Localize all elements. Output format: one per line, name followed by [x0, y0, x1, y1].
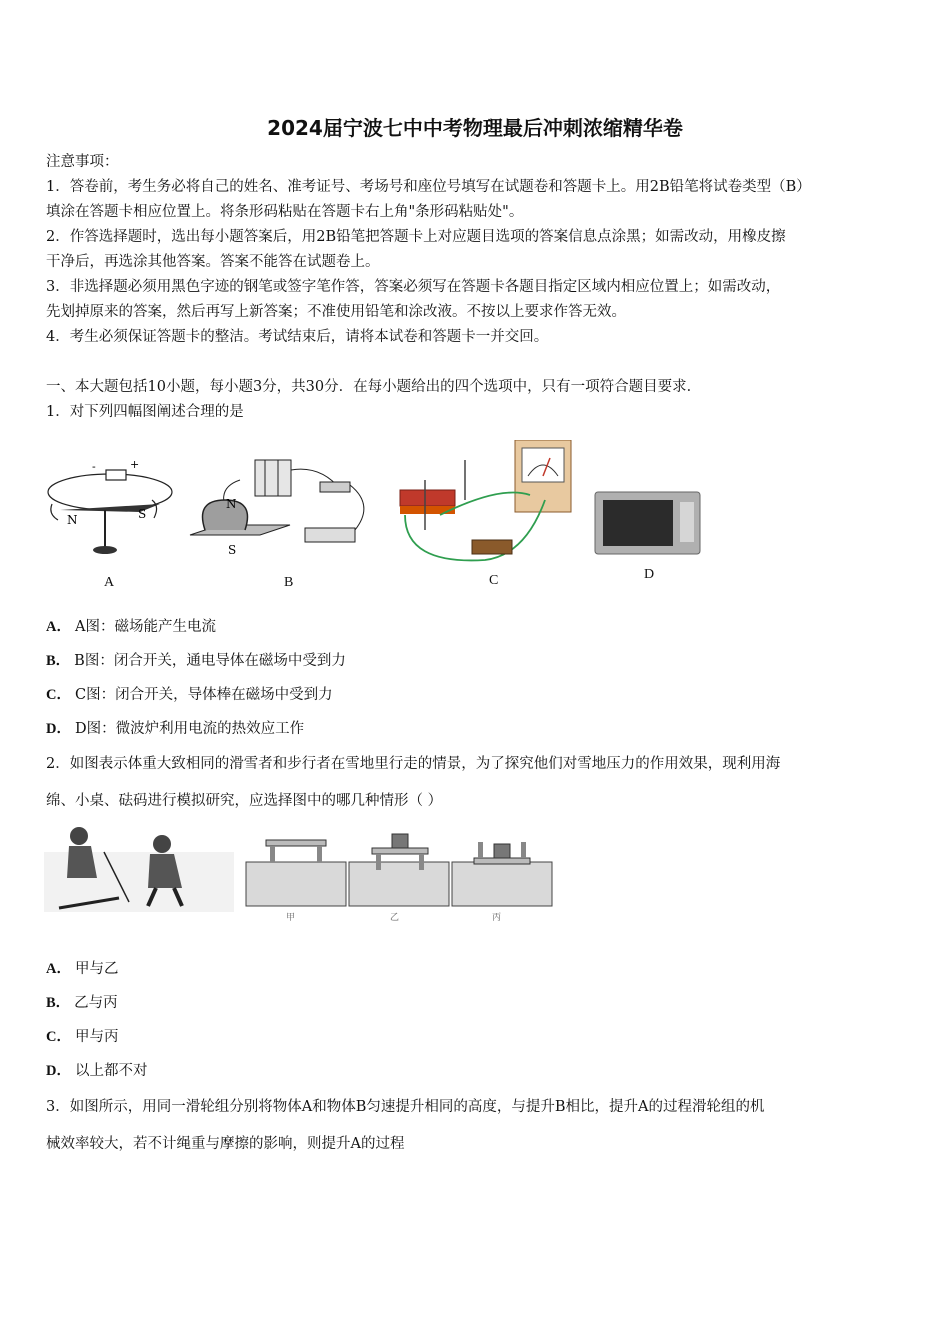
- figure-label-bing: 丙: [492, 912, 502, 922]
- sponge-table-yi: [349, 834, 449, 906]
- option-text: 甲与丙: [74, 1029, 119, 1045]
- notice-line: 3．非选择题必须用黑色字迹的钢笔或签字笔作答，答案必须写在答题卡各题目指定区域内相应位置上；如需改动，: [46, 279, 781, 295]
- switch-icon: [320, 482, 350, 492]
- option-key: B．: [46, 653, 71, 669]
- n-pole-label: N: [226, 497, 237, 511]
- figure-label-c: C: [489, 573, 499, 588]
- option-text: D图：微波炉利用电流的热效应工作: [74, 721, 305, 737]
- notice-line: 干净后，再选涂其他答案。答案不能答在试题卷上。: [46, 254, 380, 270]
- sponge-table-jia: [246, 840, 346, 906]
- figure-b-magnet-circuit: [190, 460, 364, 557]
- q2-figures: [44, 822, 554, 922]
- walker-head: [153, 835, 171, 853]
- q2-option-b: [46, 992, 118, 1014]
- question-1-stem: 1．对下列四幅图阐述合理的是: [46, 404, 244, 420]
- option-key: D．: [46, 721, 71, 737]
- figure-c-galvanometer: [400, 440, 571, 560]
- minus-sign: -: [92, 460, 96, 473]
- option-text: 以上都不对: [74, 1063, 148, 1079]
- notice-line: 先划掉原来的答案，然后再写上新答案；不准使用铅笔和涂改液。不按以上要求作答无效。: [46, 304, 626, 320]
- figure-d-microwave: [595, 492, 700, 554]
- question-2-stem: 2．如图表示体重大致相同的滑雪者和步行者在雪地里行走的情景，为了探究他们对雪地压力的作用效果，现利用海: [46, 756, 781, 772]
- figure-label-jia: 甲: [286, 912, 296, 922]
- weight-icon: [392, 834, 408, 848]
- option-key: A．: [46, 619, 71, 635]
- option-key: D．: [46, 1063, 71, 1079]
- section-heading: 一、本大题包括10小题，每小题3分，共30分．在每小题给出的四个选项中，只有一项符合题目要求．: [46, 379, 702, 395]
- option-key: B．: [46, 995, 71, 1011]
- notice-line: 填涂在答题卡相应位置上。将条形码粘贴在答题卡右上角"条形码粘贴处"。: [46, 204, 524, 220]
- figure-label-b: B: [284, 575, 294, 590]
- option-text: C图：闭合开关，导体棒在磁场中受到力: [74, 687, 333, 703]
- option-text: A图：磁场能产生电流: [74, 619, 216, 635]
- q1-option-d: [46, 718, 304, 740]
- option-key: C．: [46, 1029, 71, 1045]
- figure-label-a: A: [104, 575, 115, 590]
- magnet-icon: [400, 490, 455, 506]
- notice-line: 2．作答选择题时，选出每小题答案后，用2B铅笔把答题卡上对应题目选项的答案信息点涂黑；如需改动，用橡皮擦: [46, 229, 786, 245]
- q1-option-a: [46, 616, 216, 638]
- option-text: 甲与乙: [74, 961, 119, 977]
- page-title: 2024届宁波七中中考物理最后冲刺浓缩精华卷: [267, 116, 683, 140]
- plus-sign: +: [130, 458, 140, 471]
- battery-icon: [255, 460, 291, 496]
- option-text: 乙与丙: [74, 995, 118, 1011]
- skier-walker-illustration: [44, 827, 234, 912]
- q1-option-c: [46, 684, 333, 706]
- battery-icon: [106, 470, 126, 480]
- q2-option-d: [46, 1060, 147, 1082]
- notice-heading: 注意事项：: [46, 154, 119, 170]
- question-3-stem: 3．如图所示，用同一滑轮组分别将物体A和物体B匀速提升相同的高度，与提升B相比，提升A的过程滑轮组的机: [46, 1099, 765, 1115]
- rheostat-icon: [305, 528, 355, 542]
- q1-option-b: [46, 650, 346, 672]
- q1-figures: [40, 440, 720, 600]
- q2-option-c: [46, 1026, 118, 1048]
- notice-line: 1．答卷前，考生务必将自己的姓名、准考证号、考场号和座位号填写在试题卷和答题卡上。用2B铅笔将试卷类型（B）: [46, 179, 811, 195]
- q2-option-a: [46, 958, 118, 980]
- option-text: B图：闭合开关，通电导体在磁场中受到力: [74, 653, 346, 669]
- switch-icon: [472, 540, 512, 554]
- option-key: A．: [46, 961, 71, 977]
- weight-icon: [494, 844, 510, 858]
- figure-a-wire-compass: [48, 458, 172, 554]
- question-2-stem: 绵、小桌、砝码进行模拟研究，应选择图中的哪几种情形（ ）: [46, 793, 443, 809]
- n-pole-label: N: [67, 513, 78, 527]
- question-3-stem: 械效率较大，若不计绳重与摩擦的影响，则提升A的过程: [46, 1136, 405, 1152]
- figure-label-yi: 乙: [390, 912, 400, 922]
- s-pole-label: S: [228, 543, 237, 557]
- s-pole-label: S: [138, 507, 147, 521]
- figure-label-d: D: [644, 567, 655, 582]
- notice-line: 4．考生必须保证答题卡的整洁。考试结束后，请将本试卷和答题卡一并交回。: [46, 329, 549, 345]
- sponge-table-bing: [452, 842, 552, 906]
- skier-head: [70, 827, 88, 845]
- option-key: C．: [46, 687, 71, 703]
